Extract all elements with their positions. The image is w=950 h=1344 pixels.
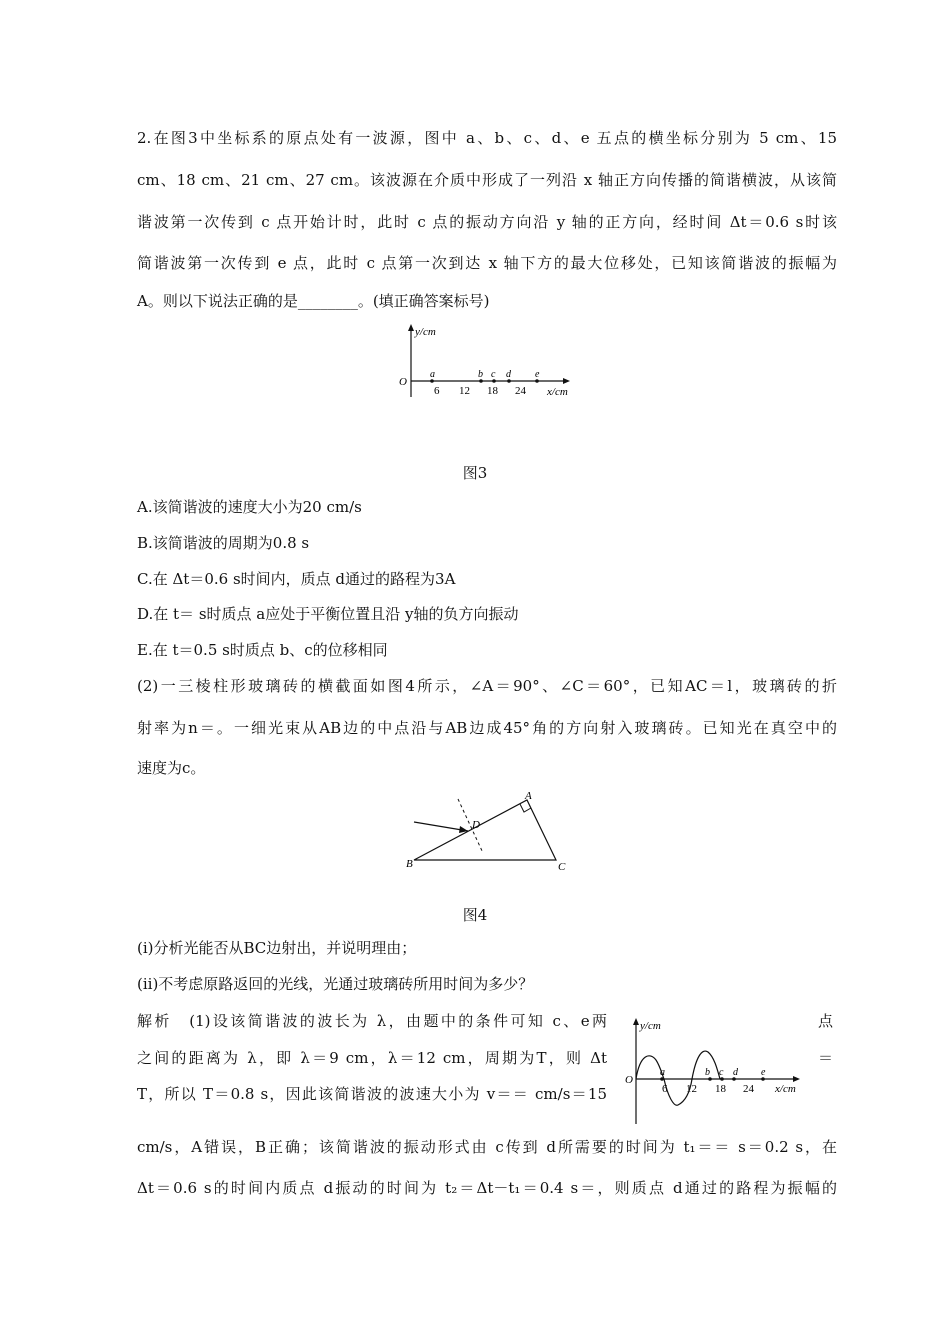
fig5-label-e: e bbox=[761, 1067, 766, 1078]
part2-line-2: 射率为n＝。一细光束从AB边的中点沿与AB边成45°角的方向射入玻璃砖。已知光在真空中的 bbox=[137, 719, 837, 737]
fig5-x-axis-label: x/cm bbox=[775, 1083, 796, 1095]
solution-line-1: 解析 (1)设该简谐波的波长为 λ，由题中的条件可知 c、e两 bbox=[137, 1012, 607, 1030]
solution-line-3: T，所以 T＝0.8 s，因此该简谐波的波速大小为 v＝＝ cm/s＝15 bbox=[137, 1085, 607, 1103]
fig3-tick-12: 12 bbox=[459, 385, 470, 397]
solution-line-1-end: 点 bbox=[818, 1012, 834, 1030]
fig5-label-c: c bbox=[719, 1067, 724, 1078]
solution-line-2: 之间的距离为 λ，即 λ＝9 cm，λ＝12 cm，周期为T，则 Δt bbox=[137, 1049, 607, 1067]
option-e: E.在 t＝0.5 s时质点 b、c的位移相同 bbox=[137, 641, 388, 659]
problem-line-1: 2.在图3中坐标系的原点处有一波源，图中 a、b、c、d、e 五点的横坐标分别为 5 cm、15 bbox=[137, 129, 837, 147]
solution-line-4: cm/s，A错误，B正确；该简谐波的振动形式由 c传到 d所需要的时间为 t₁＝＝ s＝0.2 s，在 bbox=[137, 1138, 837, 1156]
problem-line-2: cm、18 cm、21 cm、27 cm。该波源在介质中形成了一列沿 x 轴正方向传播的简谐横波，从该简 bbox=[137, 171, 837, 189]
fig5-origin-label: O bbox=[625, 1074, 633, 1086]
fig3-label-e: e bbox=[535, 369, 540, 380]
fig3-origin-label: O bbox=[399, 376, 407, 388]
problem-line-5: A。则以下说法正确的是________。(填正确答案标号) bbox=[137, 292, 490, 310]
problem-line-3: 谐波第一次传到 c 点开始计时，此时 c 点的振动方向沿 y 轴的正方向，经时间 Δt＝0.6 s时该 bbox=[137, 213, 837, 231]
figure-4-caption: 图4 bbox=[462, 906, 488, 924]
fig4-label-c: C bbox=[558, 861, 566, 873]
option-c: C.在 Δt＝0.6 s时间内，质点 d通过的路程为3A bbox=[137, 570, 456, 588]
fig5-label-d: d bbox=[733, 1067, 738, 1078]
figure-3 bbox=[390, 322, 590, 402]
option-a: A.该简谐波的速度大小为20 cm/s bbox=[137, 498, 362, 516]
option-b: B.该简谐波的周期为0.8 s bbox=[137, 534, 310, 552]
fig3-label-a: a bbox=[430, 369, 435, 380]
fig5-tick-24: 24 bbox=[743, 1083, 754, 1095]
fig4-label-a: A bbox=[525, 790, 532, 802]
fig3-x-axis-label: x/cm bbox=[547, 386, 568, 398]
option-d: D.在 t＝ s时质点 a应处于平衡位置且沿 y轴的负方向振动 bbox=[137, 605, 519, 623]
fig5-label-b: b bbox=[705, 1067, 710, 1078]
fig3-y-axis-label: y/cm bbox=[415, 326, 436, 338]
solution-line-2-end: ＝ bbox=[818, 1049, 834, 1067]
fig4-label-b: B bbox=[406, 858, 413, 870]
figure-5 bbox=[620, 1012, 805, 1127]
figure-3-caption: 图3 bbox=[462, 464, 488, 482]
part2-line-3: 速度为c。 bbox=[137, 759, 206, 777]
fig5-tick-12: 12 bbox=[686, 1083, 697, 1095]
fig3-tick-6: 6 bbox=[434, 385, 440, 397]
fig3-label-d: d bbox=[506, 369, 511, 380]
fig4-label-d: D bbox=[472, 819, 480, 831]
fig5-wave-curve bbox=[636, 1051, 720, 1105]
figure-4 bbox=[400, 790, 580, 875]
fig3-tick-18: 18 bbox=[487, 385, 498, 397]
part2-line-1: (2)一三棱柱形玻璃砖的横截面如图4所示，∠A＝90°、∠C＝60°，已知AC＝l，玻璃砖的折 bbox=[137, 677, 837, 695]
solution-line-5: Δt＝0.6 s的时间内质点 d振动的时间为 t₂＝Δt－t₁＝0.4 s＝，则质点 d通过的路程为振幅的 bbox=[137, 1179, 837, 1197]
question-2: (ⅱ)不考虑原路返回的光线，光通过玻璃砖所用时间为多少？ bbox=[137, 975, 534, 993]
fig3-label-b: b bbox=[478, 369, 483, 380]
fig5-label-a: a bbox=[660, 1067, 665, 1078]
problem-line-4: 简谐波第一次传到 e 点，此时 c 点第一次到达 x 轴下方的最大位移处，已知该简谐波的振幅为 bbox=[137, 254, 837, 272]
fig3-label-c: c bbox=[491, 369, 496, 380]
fig5-tick-6: 6 bbox=[662, 1083, 668, 1095]
fig5-y-axis-label: y/cm bbox=[640, 1020, 661, 1032]
fig3-tick-24: 24 bbox=[515, 385, 526, 397]
question-1: (ⅰ)分析光能否从BC边射出，并说明理由； bbox=[137, 939, 417, 957]
fig5-tick-18: 18 bbox=[715, 1083, 726, 1095]
